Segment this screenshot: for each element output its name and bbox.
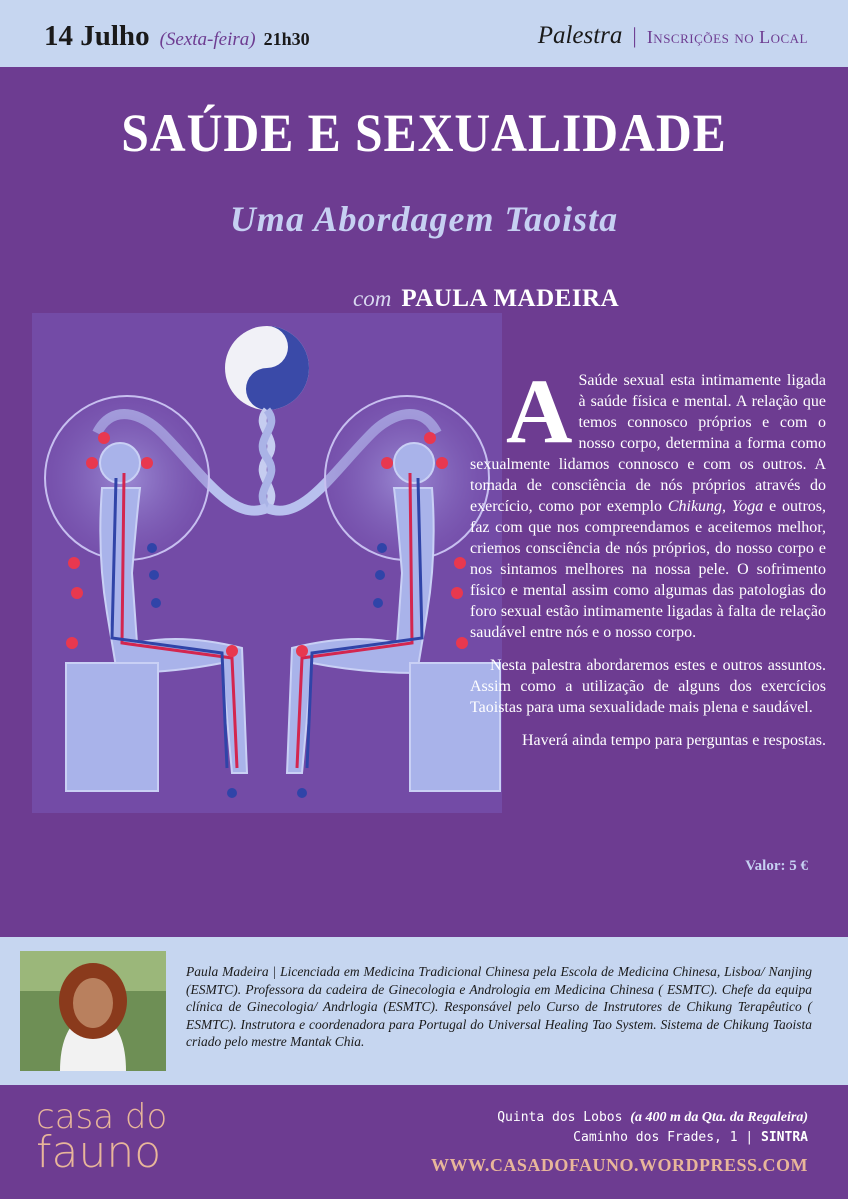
address-line-1 [497, 1108, 808, 1128]
article-body [470, 360, 827, 751]
logo-line-2: fauno [36, 1127, 162, 1178]
page-subtitle: Uma Abordagem Taoista [229, 199, 619, 239]
address-line-2 [497, 1128, 808, 1148]
event-weekday: (Sexta-feira) [159, 29, 256, 50]
speaker-prefix: com [353, 286, 392, 311]
drop-cap: A [506, 360, 573, 462]
event-datetime [44, 20, 310, 53]
price-label: Valor: 5 € [745, 858, 808, 874]
article-paragraph-2: Nesta palestra abordaremos estes e outros assuntos. Assim como a utilização de alguns dos exercícios Taoistas para uma sexualidade mais plena e saudável. [470, 657, 826, 716]
address-place: Quinta dos Lobos [497, 1110, 623, 1125]
address-separator: | [737, 1130, 762, 1145]
logo-line-1: casa do [36, 1097, 168, 1137]
article-paragraph-3: Haverá ainda tempo para perguntas e respostas. [521, 732, 826, 749]
event-type: Palestra [537, 22, 623, 49]
speaker-photo [20, 951, 166, 1071]
address-note: (a 400 m da Qta. da Regaleira) [630, 1110, 808, 1125]
speaker-name: PAULA MADEIRA [401, 285, 620, 312]
casa-do-fauno-logo [36, 1097, 168, 1178]
event-time: 21h30 [263, 29, 310, 49]
speaker-bio: Paula Madeira | Licenciada em Medicina Tradicional Chinesa pela Escola de Medicina Chinesa, Lisboa/ Nanjing (ESMTC). Professora da cadeira de Ginecologia e Andrologia em Medicina Chinesa ( ESMTC). Chefe da equipa clínica de Ginecologia/ Andrlogia (ESMTC). Responsável pelo Curso de Instrutores de Chikung Terapêutico ( ESMTC). Instrutora e coordenadora para Portugal do Universal Healing Tao System. Sistema de Chikung Taoista criado pelo mestre Mantak Chia. [186, 964, 812, 1049]
article-text: e outros, faz com que nos compreendamos e aceitemos melhor, criemos consciência de nós próprios, do nosso corpo e nos sintamos melhores na nossa pele. O sofrimento físico e mental assim como algumas das patologias do foro sexual estão intimamente ligadas à falta de relação saudável entre nós e o nosso corpo. [470, 498, 827, 641]
event-info [538, 22, 808, 50]
address-street: Caminho dos Frades, 1 [573, 1130, 738, 1145]
yin-yang-icon [225, 326, 309, 410]
article-paragraph-1 [470, 360, 827, 643]
article-text-yoga: Yoga [731, 498, 764, 515]
article-text: Saúde sexual esta intimamente ligada à saúde física e mental. A relação que temos connosco próprios e com o nosso corpo, determina a forma como sexualmente lidamos connosco e com os outros. A tomada de consciência de nós próprios através do exercício, como por exemplo [470, 372, 826, 515]
speaker-line [353, 285, 619, 313]
venue-address [497, 1108, 808, 1148]
top-bar [0, 0, 848, 67]
address-city: SINTRA [761, 1130, 808, 1145]
page-title: SAÚDE E SEXUALIDADE [121, 103, 727, 163]
registration-note: Inscrições no Local [646, 27, 808, 47]
taoist-meditation-illustration [32, 313, 502, 813]
header-separator: | [632, 23, 637, 48]
article-text: , [722, 498, 732, 515]
event-date: 14 Julho [44, 20, 150, 52]
article-text-chikung: Chikung [667, 498, 723, 515]
website-link[interactable]: WWW.CASADOFAUNO.WORDPRESS.COM [430, 1155, 808, 1175]
speaker-bio-band [0, 937, 848, 1085]
